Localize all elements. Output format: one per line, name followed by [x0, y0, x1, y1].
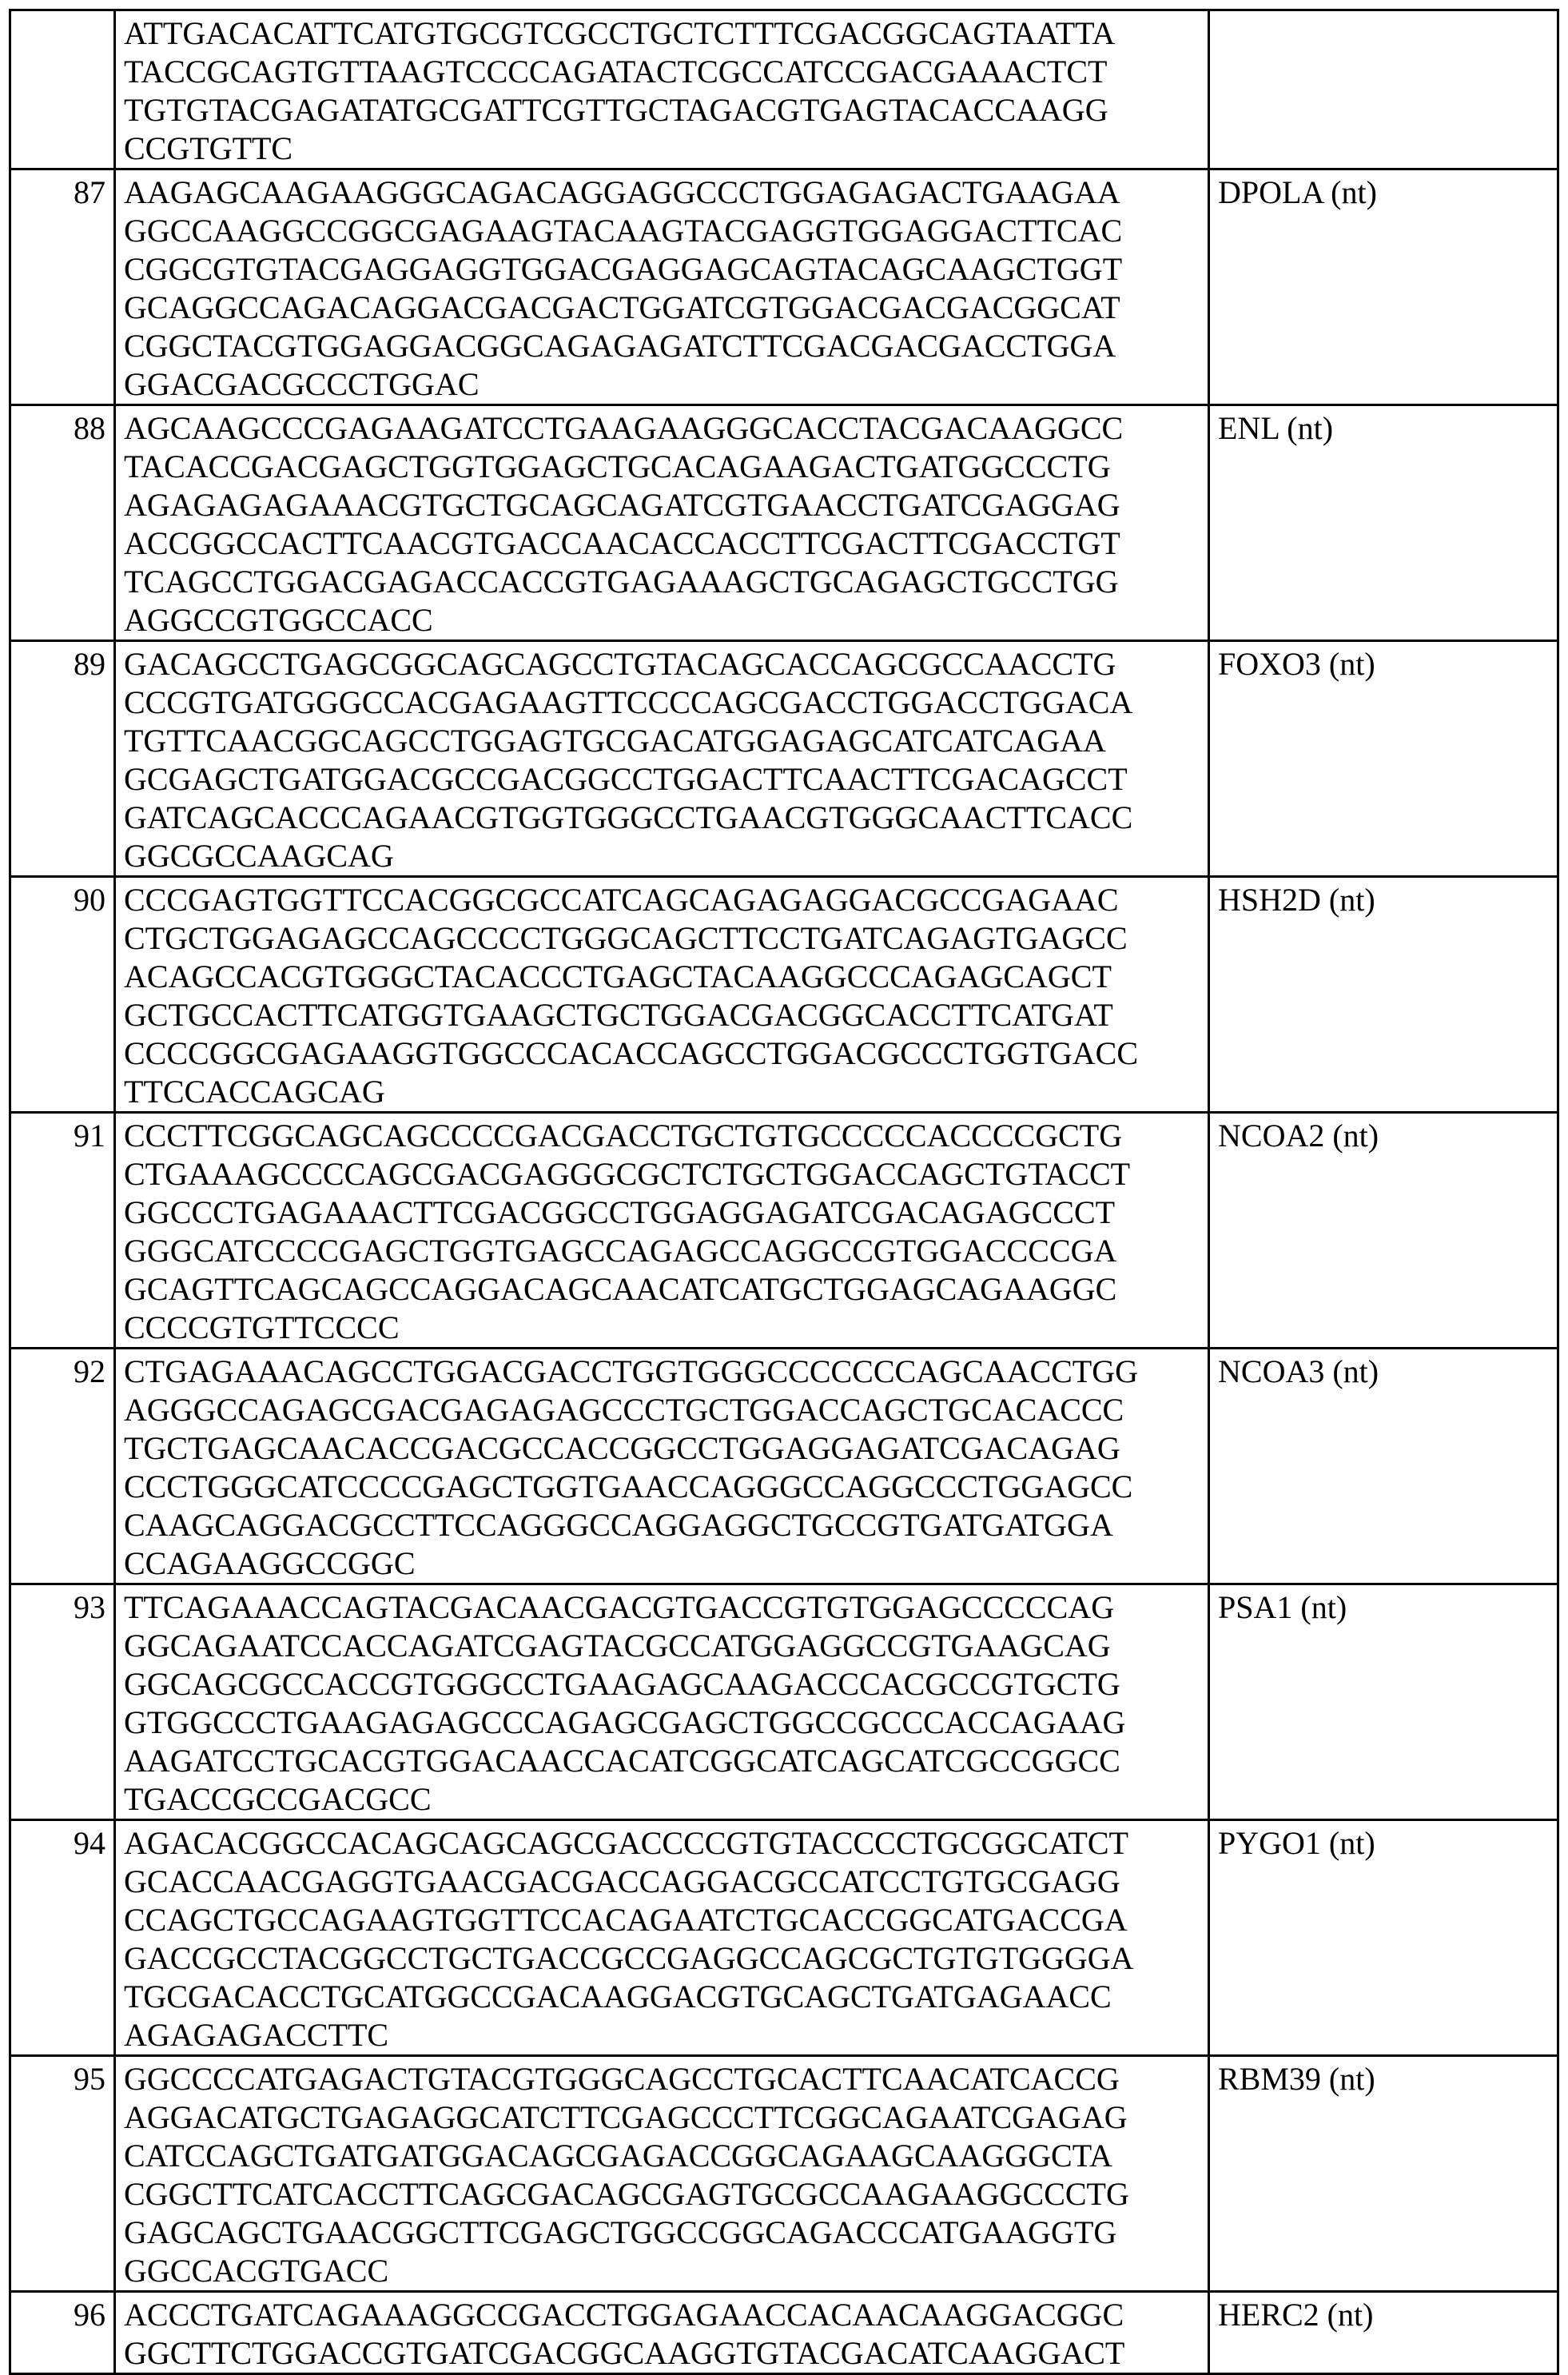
- sequence-line: GGCCAAGGCCGGCGAGAAGTACAAGTACGAGGTGGAGGACTTCAC: [124, 213, 1123, 249]
- description-cell: NCOA3 (nt): [1209, 1349, 1558, 1584]
- description-cell: DPOLA (nt): [1209, 169, 1558, 405]
- sequence-line: AAGATCCTGCACGTGGACAACCACATCGGCATCAGCATCGCCGGCC: [124, 1743, 1120, 1779]
- sequence-line: CGGCGTGTACGAGGAGGTGGACGAGGAGCAGTACAGCAAGCTGGT: [124, 251, 1123, 287]
- seq-id-cell: [10, 10, 115, 169]
- description-cell: HERC2 (nt): [1209, 2292, 1558, 2374]
- sequence-line: AGAGAGAGAAACGTGCTGCAGCAGATCGTGAACCTGATCGAGGAG: [124, 487, 1120, 523]
- sequence-line: GGCGCCAAGCAG: [124, 838, 394, 874]
- sequence-table: [9, 9, 1559, 2375]
- sequence-line: GCAGTTCAGCAGCCAGGACAGCAACATCATGCTGGAGCAGAAGGC: [124, 1271, 1117, 1307]
- sequence-line: GCTGCCACTTCATGGTGAAGCTGCTGGACGACGGCACCTTCATGAT: [124, 997, 1113, 1033]
- sequence-line: TGACCGCCGACGCC: [124, 1781, 432, 1817]
- sequence-line: ATTGACACATTCATGTGCGTCGCCTGCTCTTTCGACGGCAGTAATTA: [124, 15, 1116, 51]
- sequence-line: AGCAAGCCCGAGAAGATCCTGAAGAAGGGCACCTACGACAAGGCC: [124, 410, 1124, 446]
- seq-id-cell: 91: [10, 1113, 115, 1349]
- sequence-line: GCAGGCCAGACAGGACGACGACTGGATCGTGGACGACGACGGCAT: [124, 289, 1120, 325]
- sequence-line: GTGGCCCTGAAGAGAGCCCAGAGCGAGCTGGCCGCCCACCAGAAG: [124, 1704, 1126, 1740]
- sequence-cell: [115, 1349, 1209, 1584]
- description-cell: ENL (nt): [1209, 405, 1558, 641]
- sequence-line: TACACCGACGAGCTGGTGGAGCTGCACAGAAGACTGATGGCCCTG: [124, 448, 1111, 484]
- sequence-line: CTGAGAAACAGCCTGGACGACCTGGTGGGCCCCCCCAGCAACCTGG: [124, 1353, 1139, 1389]
- table-row: [10, 1113, 1558, 1349]
- sequence-line: CTGAAAGCCCCAGCGACGAGGGCGCTCTGCTGGACCAGCTGTACCT: [124, 1156, 1131, 1192]
- seq-id-cell: 96: [10, 2292, 115, 2374]
- sequence-line: GGCAGAATCCACCAGATCGAGTACGCCATGGAGGCCGTGAAGCAG: [124, 1628, 1111, 1664]
- table-row: [10, 1584, 1558, 1820]
- sequence-line: CAAGCAGGACGCCTTCCAGGGCCAGGAGGCTGCCGTGATGATGGA: [124, 1507, 1113, 1543]
- table-row: [10, 10, 1558, 169]
- sequence-line: GCGAGCTGATGGACGCCGACGGCCTGGACTTCAACTTCGACAGCCT: [124, 761, 1128, 797]
- table-row: [10, 641, 1558, 877]
- sequence-line: CCCCGTGTTCCCC: [124, 1309, 400, 1345]
- sequence-cell: [115, 405, 1209, 641]
- sequence-line: CTGCTGGAGAGCCAGCCCCTGGGCAGCTTCCTGATCAGAGTGAGCC: [124, 920, 1128, 956]
- sequence-line: GGACGACGCCCTGGAC: [124, 366, 480, 402]
- sequence-line: GGCAGCGCCACCGTGGGCCTGAAGAGCAAGACCCACGCCGTGCTG: [124, 1666, 1120, 1702]
- description-cell: [1209, 10, 1558, 169]
- seq-id-cell: 94: [10, 1820, 115, 2056]
- sequence-line: GATCAGCACCCAGAACGTGGTGGGCCTGAACGTGGGCAACTTCACC: [124, 799, 1133, 835]
- seq-id-cell: 87: [10, 169, 115, 405]
- sequence-line: CGGCTTCATCACCTTCAGCGACAGCGAGTGCGCCAAGAAGGCCCTG: [124, 2176, 1129, 2212]
- sequence-line: TACCGCAGTGTTAAGTCCCCAGATACTCGCCATCCGACGAAACTCT: [124, 54, 1108, 90]
- description-cell: RBM39 (nt): [1209, 2056, 1558, 2292]
- sequence-cell: [115, 641, 1209, 877]
- sequence-line: CCCGAGTGGTTCCACGGCGCCATCAGCAGAGAGGACGCCGAGAAC: [124, 882, 1119, 918]
- sequence-line: GAGCAGCTGAACGGCTTCGAGCTGGCCGGCAGACCCATGAAGGTG: [124, 2214, 1117, 2250]
- sequence-line: TGCTGAGCAACACCGACGCCACCGGCCTGGAGGAGATCGACAGAG: [124, 1430, 1120, 1466]
- table-row: [10, 405, 1558, 641]
- sequence-line: GGGCATCCCCGAGCTGGTGAGCCAGAGCCAGGCCGTGGACCCCGA: [124, 1233, 1117, 1269]
- sequence-line: CCCTGGGCATCCCCGAGCTGGTGAACCAGGGCCAGGCCCTGGAGCC: [124, 1468, 1133, 1504]
- description-cell: PSA1 (nt): [1209, 1584, 1558, 1820]
- description-cell: PYGO1 (nt): [1209, 1820, 1558, 2056]
- sequence-cell: [115, 10, 1209, 169]
- table-row: [10, 1349, 1558, 1584]
- sequence-cell: [115, 1113, 1209, 1349]
- sequence-line: AAGAGCAAGAAGGGCAGACAGGAGGCCCTGGAGAGACTGAAGAA: [124, 174, 1120, 210]
- table-row: [10, 2056, 1558, 2292]
- sequence-line: CCGTGTTC: [124, 130, 293, 166]
- sequence-line: TCAGCCTGGACGAGACCACCGTGAGAAAGCTGCAGAGCTGCCTGG: [124, 564, 1119, 600]
- seq-id-cell: 95: [10, 2056, 115, 2292]
- sequence-line: ACAGCCACGTGGGCTACACCCTGAGCTACAAGGCCCAGAGCAGCT: [124, 958, 1112, 994]
- sequence-line: TGTTCAACGGCAGCCTGGAGTGCGACATGGAGAGCATCATCAGAA: [124, 723, 1106, 759]
- seq-id-cell: 90: [10, 877, 115, 1113]
- table-row: [10, 169, 1558, 405]
- sequence-cell: [115, 1584, 1209, 1820]
- seq-id-cell: 89: [10, 641, 115, 877]
- sequence-line: ACCGGCCACTTCAACGTGACCAACACCACCTTCGACTTCGACCTGT: [124, 525, 1120, 561]
- sequence-line: CATCCAGCTGATGATGGACAGCGAGACCGGCAGAAGCAAGGGCTA: [124, 2138, 1112, 2174]
- sequence-line: TGTGTACGAGATATGCGATTCGTTGCTAGACGTGAGTACACCAAGG: [124, 92, 1108, 128]
- seq-id-cell: 93: [10, 1584, 115, 1820]
- sequence-line: CCCGTGATGGGCCACGAGAAGTTCCCCAGCGACCTGGACCTGGACA: [124, 684, 1133, 720]
- description-cell: FOXO3 (nt): [1209, 641, 1558, 877]
- sequence-line: TGCGACACCTGCATGGCCGACAAGGACGTGCAGCTGATGAGAACC: [124, 1979, 1112, 2014]
- sequence-line: CCAGCTGCCAGAAGTGGTTCCACAGAATCTGCACCGGCATGACCGA: [124, 1902, 1128, 1938]
- sequence-line: GGCTTCTGGACCGTGATCGACGGCAAGGTGTACGACATCAAGGACT: [124, 2335, 1125, 2371]
- sequence-line: GACAGCCTGAGCGGCAGCAGCCTGTACAGCACCAGCGCCAACCTG: [124, 646, 1116, 682]
- seq-id-cell: 88: [10, 405, 115, 641]
- sequence-line: GACCGCCTACGGCCTGCTGACCGCCGAGGCCAGCGCTGTGTGGGGA: [124, 1940, 1134, 1976]
- sequence-line: GGCCCTGAGAAACTTCGACGGCCTGGAGGAGATCGACAGAGCCCT: [124, 1194, 1116, 1230]
- sequence-table-body: [10, 10, 1558, 2374]
- sequence-line: AGGACATGCTGAGAGGCATCTTCGAGCCCTTCGGCAGAATCGAGAG: [124, 2099, 1128, 2135]
- sequence-line: CCAGAAGGCCGGC: [124, 1545, 416, 1581]
- sequence-cell: [115, 169, 1209, 405]
- description-cell: HSH2D (nt): [1209, 877, 1558, 1113]
- sequence-line: GGCCCCATGAGACTGTACGTGGGCAGCCTGCACTTCAACATCACCG: [124, 2061, 1120, 2097]
- sequence-line: AGGCCGTGGCCACC: [124, 602, 433, 638]
- sequence-line: GCACCAACGAGGTGAACGACGACCAGGACGCCATCCTGTGCGAGG: [124, 1863, 1120, 1899]
- sequence-line: CGGCTACGTGGAGGACGGCAGAGAGATCTTCGACGACGACCTGGA: [124, 328, 1116, 364]
- table-row: [10, 2292, 1558, 2374]
- sequence-cell: [115, 877, 1209, 1113]
- sequence-cell: [115, 1820, 1209, 2056]
- description-cell: NCOA2 (nt): [1209, 1113, 1558, 1349]
- sequence-cell: [115, 2292, 1209, 2374]
- sequence-line: GGCCACGTGACC: [124, 2253, 389, 2289]
- sequence-line: AGGGCCAGAGCGACGAGAGAGCCCTGCTGGACCAGCTGCACACCC: [124, 1392, 1124, 1428]
- sequence-cell: [115, 2056, 1209, 2292]
- sequence-line: AGAGAGACCTTC: [124, 2017, 389, 2053]
- table-row: [10, 1820, 1558, 2056]
- sequence-line: CCCCGGCGAGAAGGTGGCCCACACCAGCCTGGACGCCCTGGTGACC: [124, 1035, 1139, 1071]
- sequence-line: ACCCTGATCAGAAAGGCCGACCTGGAGAACCACAACAAGGACGGC: [124, 2297, 1124, 2333]
- sequence-line: AGACACGGCCACAGCAGCAGCGACCCCGTGTACCCCTGCGGCATCT: [124, 1825, 1128, 1861]
- seq-id-cell: 92: [10, 1349, 115, 1584]
- table-row: [10, 877, 1558, 1113]
- sequence-line: CCCTTCGGCAGCAGCCCCGACGACCTGCTGTGCCCCCACCCCGCTG: [124, 1118, 1123, 1154]
- sequence-line: TTCAGAAACCAGTACGACAACGACGTGACCGTGTGGAGCCCCCAG: [124, 1589, 1115, 1625]
- sequence-line: TTCCACCAGCAG: [124, 1074, 385, 1110]
